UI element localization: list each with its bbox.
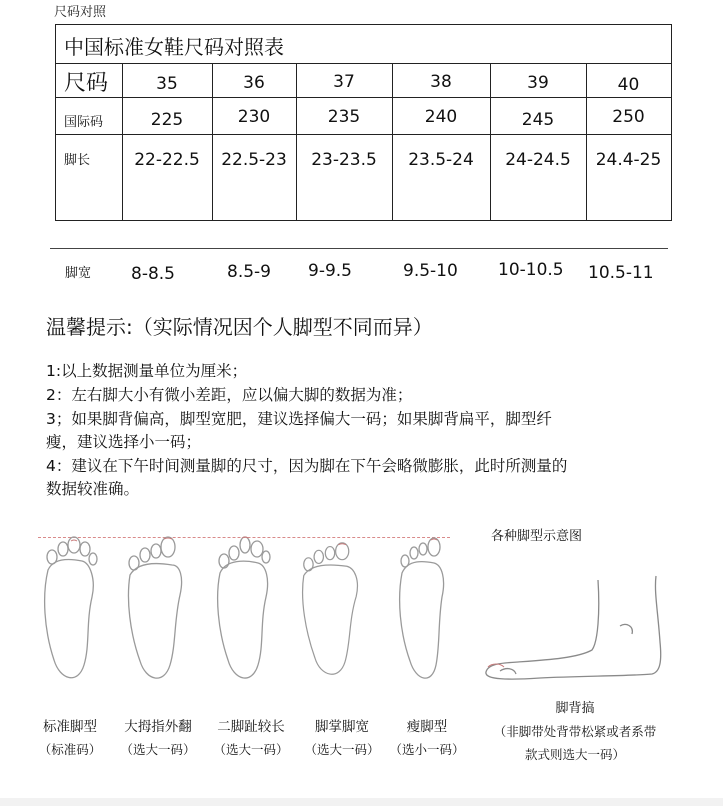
width-row-label: 脚宽 [65,266,92,281]
intl-cell: 245 [521,110,555,130]
side-view-name: 脚背搞 [555,701,595,716]
table-title: 中国标准女鞋尺码对照表 [64,35,284,59]
intl-cell: 230 [237,107,271,127]
side-view-note: 款式则选大一码） [524,747,625,762]
thin-foot-illustration [392,535,452,695]
length-cell: 22-22.5 [134,150,200,170]
length-cell: 23-23.5 [311,150,377,170]
bunion-foot-illustration [124,535,184,695]
wide-forefoot-illustration [300,535,360,695]
size-cell: 37 [333,72,355,92]
size-cell: 40 [617,75,640,95]
length-cell: 24-24.5 [505,150,571,170]
size-cell: 38 [430,72,452,92]
length-cell: 24.4-25 [595,150,662,170]
length-row-label: 脚长 [64,153,91,168]
foot-type-label: 大拇指外翻 [124,719,192,735]
length-cell: 23.5-24 [408,150,474,170]
intl-cell: 225 [150,110,184,130]
tip-line: 1:以上数据测量单位为厘米； [46,362,248,380]
size-cell: 35 [156,74,178,94]
intl-cell: 235 [327,107,361,127]
width-cell: 10.5-11 [588,263,654,283]
foot-type-advice: （选大一码） [304,742,380,757]
table-divider [56,134,671,135]
foot-type-advice: （标准码） [38,742,102,757]
intl-cell: 250 [612,107,645,127]
size-chart-table [55,24,672,221]
foot-type-advice: （选小一码） [389,742,465,757]
width-cell: 10-10.5 [498,260,564,280]
foot-type-label: 脚掌脚宽 [315,719,369,735]
width-row-divider [50,248,668,249]
side-view-title: 各种脚型示意图 [491,529,583,544]
high-instep-foot-illustration [480,572,665,692]
table-divider [56,63,671,64]
width-cell: 9.5-10 [403,261,458,281]
tips-title: 温馨提示:（实际情况因个人脚型不同而异） [46,315,433,339]
tip-line: 4：建议在下午时间测量脚的尺寸，因为脚在下午会略微膨胀，此时所测量的 [46,457,568,475]
tip-line: 数据较准确。 [46,480,140,498]
tip-line: 瘦，建议选择小一码； [46,433,202,451]
size-row-label: 尺码 [64,71,109,96]
width-cell: 9-9.5 [308,261,352,281]
width-cell: 8.5-9 [227,262,271,282]
foot-type-label: 二脚趾较长 [217,719,285,735]
tip-line: 2：左右脚大小有微小差距，应以偏大脚的数据为准； [46,386,413,404]
width-cell: 8-8.5 [131,264,175,284]
size-cell: 36 [243,73,265,93]
foot-type-label: 标准脚型 [43,719,97,735]
bottom-margin [0,798,723,806]
long-second-toe-foot-illustration [212,535,272,695]
standard-foot-illustration [38,535,98,695]
intl-cell: 240 [424,107,458,127]
foot-type-advice: （选大一码） [213,742,289,757]
foot-type-advice: （选大一码） [120,742,196,757]
table-divider [56,97,671,98]
section-tag: 尺码对照 [54,5,107,20]
size-cell: 39 [527,73,549,93]
foot-type-label: 瘦脚型 [406,719,448,735]
intl-row-label: 国际码 [64,115,104,130]
tip-line: 3；如果脚背偏高，脚型宽肥，建议选择偏大一码；如果脚背扁平，脚型纤 [46,410,552,428]
length-cell: 22.5-23 [221,150,287,170]
side-view-note: （非脚带处背带松紧或者系带 [493,724,657,739]
